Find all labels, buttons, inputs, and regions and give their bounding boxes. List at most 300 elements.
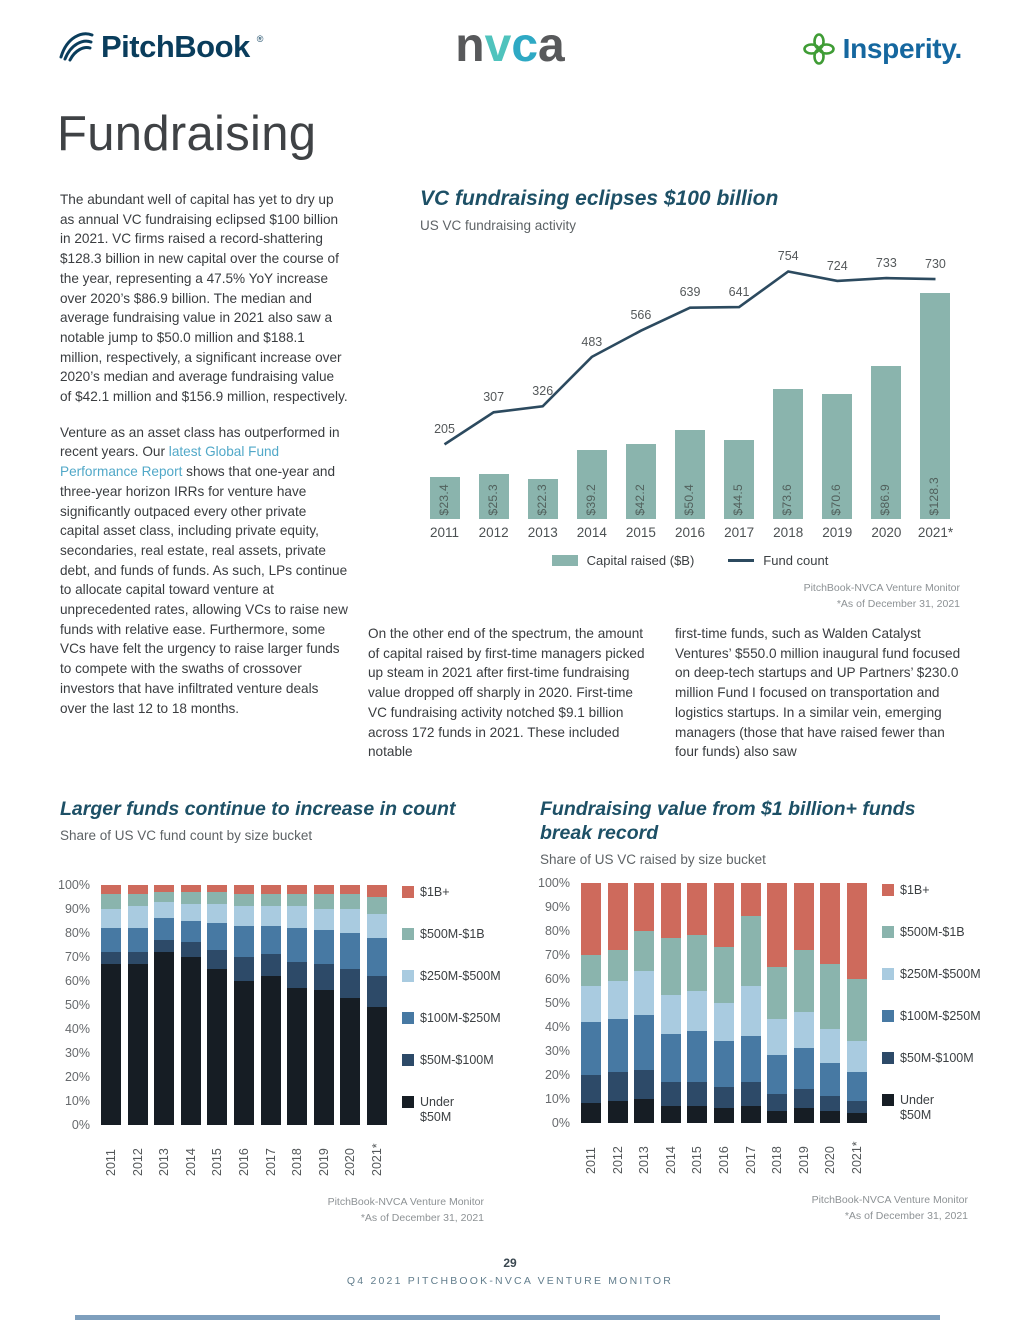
stacked-bar <box>631 883 658 1123</box>
bar-value-label: $23.4 <box>436 484 451 516</box>
stacked-bar <box>363 885 390 1125</box>
segment--1b- <box>261 885 281 895</box>
y-axis-label: 10% <box>544 1091 570 1106</box>
registered-mark: ® <box>256 34 264 44</box>
stacked-bar <box>843 883 870 1123</box>
fund-count-label: 730 <box>925 256 946 271</box>
chart-subtitle: US VC fundraising activity <box>420 217 577 233</box>
attribution-source: PitchBook-NVCA Venture Monitor <box>811 1193 968 1206</box>
x-axis-label: 2012 <box>610 1145 625 1174</box>
y-axis-label: 0% <box>551 1115 570 1130</box>
top-chart-plot <box>420 247 960 519</box>
bar-value-label: $44.5 <box>731 484 746 516</box>
segment--50m-100m <box>234 957 254 981</box>
stacked-bar <box>737 883 764 1123</box>
x-axis-slot <box>125 1130 152 1176</box>
segment--100m-250m <box>820 1063 840 1097</box>
segment-under-50m <box>181 957 201 1125</box>
segment--50m-100m <box>340 969 360 998</box>
segment--250m-500m <box>794 1012 814 1048</box>
segment--50m-100m <box>207 950 227 969</box>
segment--500m-1b <box>367 897 387 914</box>
legend-label: $250M-$500M <box>420 968 501 983</box>
x-axis-label: 2020 <box>871 524 902 540</box>
page-edge-strip <box>75 1315 940 1320</box>
chart-title: Larger funds continue to increase in count <box>60 798 456 820</box>
stacked-bar <box>151 885 178 1125</box>
segment--100m-250m <box>234 926 254 957</box>
legend-swatch <box>402 970 414 982</box>
x-axis-label: 2021* <box>917 524 954 540</box>
stacked-bar <box>817 883 844 1123</box>
x-axis-slot <box>817 1128 844 1174</box>
x-axis-label: 2021* <box>849 1140 864 1174</box>
x-axis-slot <box>231 1130 258 1176</box>
segment-under-50m <box>661 1106 681 1123</box>
stacked-bar <box>284 885 311 1125</box>
capital-raised-swatch <box>552 555 578 566</box>
x-axis <box>578 1128 870 1174</box>
paragraph-text: Venture as an asset class has outperformed in recent years. Our <box>60 424 340 460</box>
segment--250m-500m <box>287 906 307 928</box>
segment--1b- <box>314 885 334 895</box>
y-axis-label: 50% <box>64 997 90 1012</box>
x-axis-slot <box>631 1128 658 1174</box>
segment--100m-250m <box>687 1031 707 1081</box>
segment--50m-100m <box>687 1082 707 1106</box>
x-axis-label: 2017 <box>263 1147 278 1176</box>
segment--1b- <box>128 885 148 895</box>
segment--1b- <box>608 883 628 950</box>
segment--100m-250m <box>128 928 148 952</box>
segment--1b- <box>367 885 387 897</box>
legend-swatch <box>882 968 894 980</box>
segment--1b- <box>287 885 307 895</box>
stacked-bar-column <box>207 885 227 1125</box>
bar-value-label: $42.2 <box>632 484 647 516</box>
x-axis-slot <box>578 1128 605 1174</box>
x-axis-label: 2018 <box>290 1147 305 1176</box>
stacked-bar <box>790 883 817 1123</box>
page-title: Fundraising <box>57 107 317 161</box>
segment--250m-500m <box>847 1041 867 1072</box>
segment-under-50m <box>608 1101 628 1123</box>
segment--250m-500m <box>261 906 281 925</box>
segment--1b- <box>794 883 814 950</box>
segment--500m-1b <box>847 979 867 1041</box>
legend-swatch <box>882 1094 894 1106</box>
segment--1b- <box>234 885 254 895</box>
x-axis-label: 2014 <box>576 524 607 540</box>
stacked-bar <box>711 883 738 1123</box>
x-axis-label: 2015 <box>210 1147 225 1176</box>
legend-label: Fund count <box>763 552 829 568</box>
stacked-bar-column <box>714 883 734 1123</box>
segment-under-50m <box>287 988 307 1125</box>
legend-swatch <box>882 884 894 896</box>
nvca-letter: v <box>484 19 512 72</box>
legend-item <box>882 883 960 898</box>
segment--100m-250m <box>714 1041 734 1087</box>
segment-under-50m <box>634 1099 654 1123</box>
stacked-bar <box>764 883 791 1123</box>
x-axis-label: 2012 <box>478 524 509 540</box>
y-axis-label: 80% <box>64 925 90 940</box>
segment-under-50m <box>794 1108 814 1122</box>
segment-under-50m <box>767 1111 787 1123</box>
segment--1b- <box>181 885 201 892</box>
segment--1b- <box>581 883 601 955</box>
x-axis-slot <box>98 1130 125 1176</box>
segment--100m-250m <box>661 1034 681 1082</box>
segment--100m-250m <box>608 1019 628 1072</box>
bar-value-label: $50.4 <box>682 484 696 516</box>
y-axis-label: 30% <box>64 1045 90 1060</box>
stacked-bar-column <box>314 885 334 1125</box>
segment-under-50m <box>687 1106 707 1123</box>
stacked-chart-plot <box>98 885 390 1125</box>
y-axis-label: 40% <box>64 1021 90 1036</box>
x-axis-label: 2017 <box>724 524 755 540</box>
y-axis-label: 80% <box>544 923 570 938</box>
segment--500m-1b <box>154 892 174 902</box>
segment--50m-100m <box>661 1082 681 1106</box>
segment--1b- <box>340 885 360 895</box>
y-axis-label: 40% <box>544 1019 570 1034</box>
segment--250m-500m <box>820 1029 840 1063</box>
y-axis-label: 0% <box>71 1117 90 1132</box>
x-axis-label: 2014 <box>663 1145 678 1174</box>
attribution-source: PitchBook-NVCA Venture Monitor <box>803 581 960 594</box>
segment--1b- <box>207 885 227 892</box>
stacked-bar-column <box>661 883 681 1123</box>
y-axis <box>538 875 578 1130</box>
x-axis-slot <box>204 1130 231 1176</box>
top-chart-legend <box>420 553 960 568</box>
legend-item <box>402 1010 501 1026</box>
stacked-bar <box>310 885 337 1125</box>
segment--500m-1b <box>767 967 787 1020</box>
nvca-letter: n <box>455 19 485 72</box>
x-axis-slot <box>843 1128 870 1174</box>
stacked-bar <box>605 883 632 1123</box>
stacked-chart-plot <box>578 883 870 1123</box>
x-axis-label: 2016 <box>717 1145 731 1174</box>
bar-value-label: $73.6 <box>780 484 795 516</box>
body-paragraph-3: On the other end of the spectrum, the amount of capital raised by first-time managers picked up steam in 2021 after first-time fundraising value dropped off sharply in 2020. First-time VC fundraising activity notched $9.1 billion across 172 funds in 2021. These included notable <box>368 626 645 760</box>
x-axis-label: 2017 <box>743 1145 758 1174</box>
x-axis-slot <box>178 1130 205 1176</box>
legend-item <box>402 1095 480 1125</box>
y-axis-label: 90% <box>544 899 570 914</box>
stacked-bar-column <box>687 883 707 1123</box>
x-axis-slot <box>711 1128 738 1174</box>
stacked-bar <box>337 885 364 1125</box>
legend-label: $500M-$1B <box>420 926 485 941</box>
size-bucket-legend <box>882 882 981 1123</box>
y-axis-label: 70% <box>544 947 570 962</box>
x-axis-label: 2020 <box>343 1147 358 1176</box>
footer-text: Q4 2021 PITCHBOOK-NVCA VENTURE MONITOR <box>346 1275 674 1287</box>
segment-under-50m <box>234 981 254 1125</box>
segment--250m-500m <box>741 986 761 1036</box>
segment--250m-500m <box>181 904 201 921</box>
legend-label: $50M-$100M <box>420 1052 494 1067</box>
legend-item <box>882 924 965 940</box>
legend-swatch <box>402 886 414 898</box>
stacked-bar-column <box>767 883 787 1123</box>
segment--50m-100m <box>101 952 121 964</box>
legend-item <box>402 1052 494 1068</box>
insperity-icon <box>802 32 836 66</box>
x-axis-label: 2021* <box>369 1143 384 1176</box>
fund-count-label: 205 <box>434 422 455 436</box>
x-axis-slot <box>658 1128 685 1174</box>
legend-swatch <box>882 1052 894 1064</box>
x-axis-slot <box>684 1128 711 1174</box>
segment--250m-500m <box>608 981 628 1019</box>
stacked-bar <box>658 883 685 1123</box>
segment--50m-100m <box>128 952 148 964</box>
x-axis-slot <box>790 1128 817 1174</box>
segment--100m-250m <box>101 928 121 952</box>
legend-item <box>882 1008 981 1024</box>
x-axis-slot <box>363 1130 390 1176</box>
y-axis-label: 100% <box>538 875 570 890</box>
segment--1b- <box>687 883 707 936</box>
stacked-bar-column <box>820 883 840 1123</box>
segment-under-50m <box>128 964 148 1125</box>
pitchbook-wordmark: PitchBook <box>101 29 250 64</box>
bar-value-label: $128.3 <box>927 477 942 516</box>
segment--100m-250m <box>340 933 360 969</box>
legend-swatch <box>402 928 414 940</box>
x-axis-label: 2015 <box>625 524 656 540</box>
legend-label: $500M-$1B <box>900 924 965 939</box>
segment--100m-250m <box>634 1015 654 1070</box>
y-axis-label: 90% <box>64 901 90 916</box>
segment--250m-500m <box>154 902 174 919</box>
segment--50m-100m <box>714 1087 734 1109</box>
stacked-bar-column <box>581 883 601 1123</box>
y-axis-label: 20% <box>64 1069 90 1084</box>
legend-label: $100M-$250M <box>420 1010 501 1025</box>
x-axis-slot <box>605 1128 632 1174</box>
segment--250m-500m <box>714 1003 734 1041</box>
segment--100m-250m <box>207 923 227 949</box>
segment--1b- <box>661 883 681 938</box>
stacked-bar-column <box>287 885 307 1125</box>
segment--250m-500m <box>207 904 227 923</box>
segment--100m-250m <box>287 928 307 962</box>
chart-attribution <box>540 1192 968 1225</box>
segment-under-50m <box>340 998 360 1125</box>
segment--500m-1b <box>634 931 654 972</box>
x-axis-label: 2020 <box>823 1145 838 1174</box>
attribution-asof: *As of December 31, 2021 <box>360 1212 484 1225</box>
bar-value-label: $22.3 <box>534 484 549 516</box>
bar-value-label: $86.9 <box>878 484 893 516</box>
fund-count-by-size-chart <box>58 798 501 1226</box>
segment--50m-100m <box>820 1096 840 1110</box>
segment-under-50m <box>741 1106 761 1123</box>
segment-under-50m <box>714 1108 734 1122</box>
stacked-bar-column <box>101 885 121 1125</box>
legend-item <box>882 966 981 982</box>
fund-count-label: 733 <box>875 255 897 270</box>
segment--250m-500m <box>234 906 254 925</box>
y-axis-label: 60% <box>544 971 570 986</box>
segment--1b- <box>847 883 867 979</box>
segment--500m-1b <box>608 950 628 981</box>
segment--500m-1b <box>714 947 734 1002</box>
segment--1b- <box>101 885 121 895</box>
fund-count-label: 724 <box>826 258 848 273</box>
x-axis-label: 2015 <box>690 1145 705 1174</box>
intro-paragraph-2 <box>60 423 348 719</box>
stacked-bar-column <box>847 883 867 1123</box>
stacked-bar <box>231 885 258 1125</box>
segment--50m-100m <box>794 1089 814 1108</box>
chart-attribution <box>60 1194 484 1227</box>
segment--250m-500m <box>340 909 360 933</box>
legend-swatch <box>402 1096 414 1108</box>
fund-count-label: 754 <box>777 249 799 264</box>
stacked-bar <box>684 883 711 1123</box>
fund-count-swatch <box>728 559 754 562</box>
x-axis-label: 2011 <box>430 524 460 540</box>
segment--50m-100m <box>314 964 334 990</box>
attribution-asof: *As of December 31, 2021 <box>844 1209 968 1222</box>
chart-subtitle: Share of US VC raised by size bucket <box>540 851 766 867</box>
stacked-bar-column <box>741 883 761 1123</box>
attribution-source: PitchBook-NVCA Venture Monitor <box>327 1195 484 1208</box>
fund-count-label: 307 <box>483 389 505 404</box>
x-axis-label: 2013 <box>527 524 558 540</box>
stacked-chart-area <box>58 877 501 1132</box>
stacked-bar-column <box>340 885 360 1125</box>
legend-swatch <box>402 1054 414 1066</box>
segment--50m-100m <box>581 1075 601 1104</box>
stacked-bar <box>125 885 152 1125</box>
segment--100m-250m <box>741 1036 761 1082</box>
segment--100m-250m <box>794 1048 814 1089</box>
insperity-wordmark: Insperity. <box>842 33 962 64</box>
segment--250m-500m <box>634 971 654 1014</box>
segment--100m-250m <box>767 1055 787 1093</box>
stacked-bar <box>98 885 125 1125</box>
segment-under-50m <box>367 1007 387 1125</box>
x-axis-slot <box>151 1130 178 1176</box>
segment-under-50m <box>820 1111 840 1123</box>
x-axis-label: 2013 <box>157 1147 172 1176</box>
legend-swatch <box>882 926 894 938</box>
legend-label: $1B+ <box>420 884 450 899</box>
legend-label: $250M-$500M <box>900 966 981 981</box>
x-axis-label: 2011 <box>584 1146 599 1174</box>
x-axis-slot <box>764 1128 791 1174</box>
segment--1b- <box>820 883 840 965</box>
segment--500m-1b <box>581 955 601 986</box>
stacked-bar <box>178 885 205 1125</box>
segment--500m-1b <box>181 892 201 904</box>
attribution-asof: *As of December 31, 2021 <box>836 597 960 610</box>
stacked-bar-column <box>634 883 654 1123</box>
x-axis <box>98 1130 390 1176</box>
x-axis-label: 2014 <box>183 1147 198 1176</box>
segment--1b- <box>714 883 734 948</box>
segment--50m-100m <box>767 1094 787 1111</box>
x-axis-slot <box>257 1130 284 1176</box>
y-axis-label: 100% <box>58 877 90 892</box>
legend-swatch <box>402 1012 414 1024</box>
x-axis-label: 2011 <box>104 1148 119 1176</box>
y-axis <box>58 877 98 1132</box>
segment--500m-1b <box>741 916 761 986</box>
x-axis-slot <box>337 1130 364 1176</box>
segment--250m-500m <box>767 1019 787 1055</box>
segment--500m-1b <box>820 964 840 1029</box>
segment--1b- <box>741 883 761 917</box>
stacked-bar <box>204 885 231 1125</box>
segment--50m-100m <box>367 976 387 1007</box>
segment--250m-500m <box>581 986 601 1022</box>
global-fund-performance-report-link[interactable]: latest Global Fund Performance Report <box>60 444 280 480</box>
segment--250m-500m <box>128 906 148 928</box>
vc-fundraising-activity-chart <box>420 186 960 612</box>
segment--500m-1b <box>261 894 281 906</box>
bar-value-label: $25.3 <box>485 484 500 516</box>
stacked-bar-column <box>261 885 281 1125</box>
segment--250m-500m <box>314 909 334 931</box>
segment--250m-500m <box>367 914 387 938</box>
segment--100m-250m <box>847 1072 867 1101</box>
stacked-bar <box>578 883 605 1123</box>
fund-count-label: 641 <box>728 284 750 299</box>
segment-under-50m <box>207 969 227 1125</box>
legend-swatch <box>882 1010 894 1022</box>
chart-title: VC fundraising eclipses $100 billion <box>420 187 779 210</box>
segment--500m-1b <box>234 894 254 906</box>
x-axis-slot <box>284 1130 311 1176</box>
segment--100m-250m <box>367 938 387 976</box>
x-axis-label: 2019 <box>316 1147 331 1176</box>
segment--50m-100m <box>847 1101 867 1113</box>
segment--250m-500m <box>687 991 707 1032</box>
top-chart-x-axis <box>420 525 960 540</box>
segment--500m-1b <box>794 950 814 1012</box>
raised-value-by-size-chart <box>538 798 981 1224</box>
segment--500m-1b <box>101 894 121 908</box>
stacked-bar-column <box>181 885 201 1125</box>
legend-item <box>402 968 501 984</box>
intro-paragraph-1: The abundant well of capital has yet to dry up as annual VC fundraising eclipsed $100 billion in 2021. VC firms raised a record-shattering $128.3 billion in new capital over the course of the year, representing a 47.5% YoY increase over 2020’s $86.9 billion. The median and average fundraising value in 2021 also saw a notable jump to $50.0 million and $188.1 million, respectively, a significant increase over 2020’s median and average fundraising value of $42.1 million and $156.9 million, respectively. <box>60 192 348 405</box>
x-axis-label: 2018 <box>773 524 804 540</box>
segment-under-50m <box>314 990 334 1124</box>
segment--500m-1b <box>661 938 681 996</box>
chart-attribution <box>420 580 960 613</box>
bar-value-label: $39.2 <box>583 484 598 516</box>
segment--500m-1b <box>207 892 227 904</box>
legend-item <box>882 1093 960 1123</box>
nvca-letter: c <box>511 19 539 72</box>
segment--50m-100m <box>261 954 281 976</box>
bar-value-label: $70.6 <box>829 484 844 516</box>
segment-under-50m <box>154 952 174 1125</box>
y-axis-label: 70% <box>64 949 90 964</box>
size-bucket-legend <box>402 884 501 1125</box>
legend-label: $100M-$250M <box>900 1008 981 1023</box>
